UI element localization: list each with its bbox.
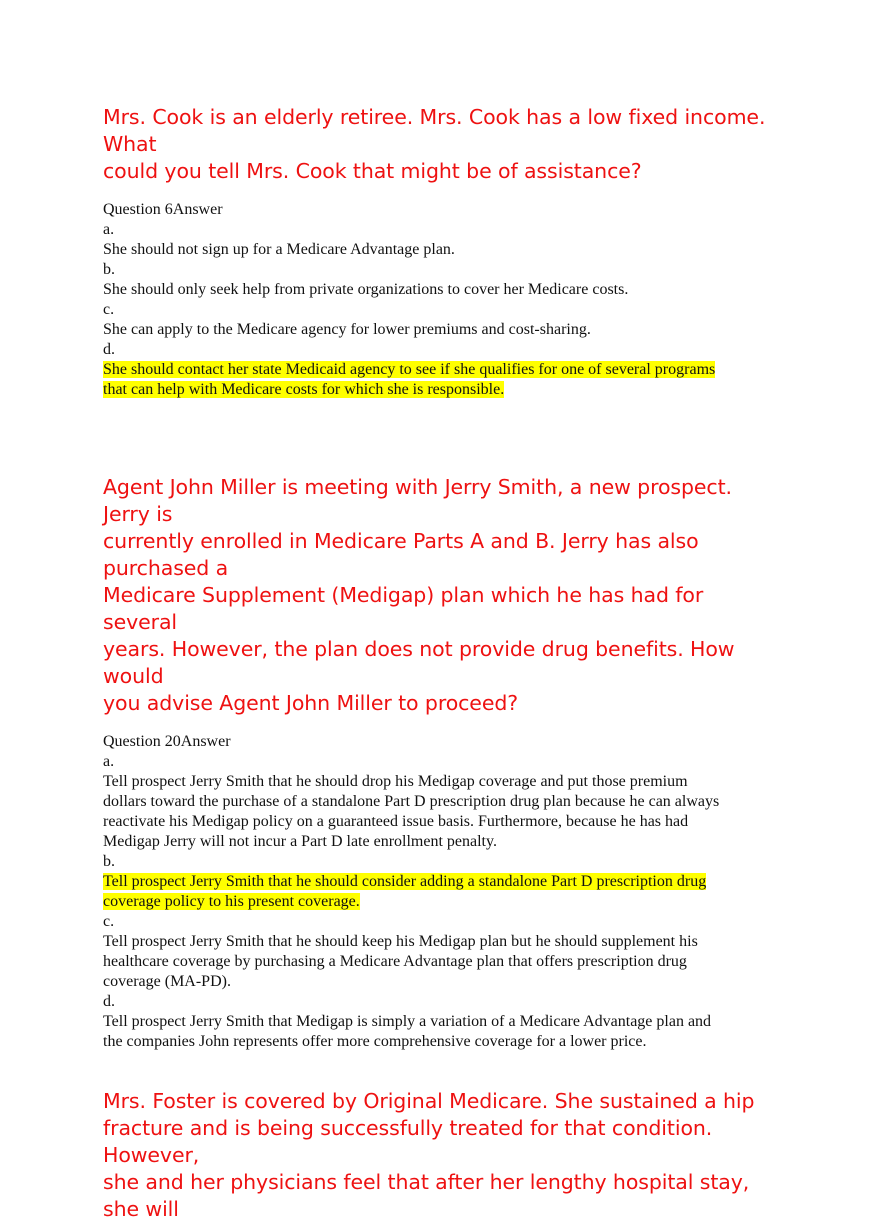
option-letter: a.: [103, 221, 115, 238]
option-text: Tell prospect Jerry Smith that he should keep his Medigap plan but he should supplement his healthcare coverage by purchasing a Medicare Advantage plan that offers prescription drug coverage (MA-PD).: [103, 933, 698, 990]
option-letter: c.: [103, 301, 115, 318]
option-text-highlighted: [103, 872, 783, 912]
question-6-block: [103, 200, 783, 400]
question-6-heading: Mrs. Cook is an elderly retiree. Mrs. Cook has a low fixed income. What could you tell Mrs. Cook that might be of assistance?: [103, 105, 766, 183]
question-20-heading: Agent John Miller is meeting with Jerry Smith, a new prospect. Jerry is currently enrolled in Medicare Parts A and B. Jerry has also purchased a Medicare Supplement (Medigap) plan which he has had for several years. However, the plan does not provide drug benefits. How would you advise Agent John Miller to proceed?: [103, 475, 735, 715]
option-text: She can apply to the Medicare agency for lower premiums and cost-sharing.: [103, 321, 591, 338]
question-next-heading: Mrs. Foster is covered by Original Medicare. She sustained a hip fracture and is being successfully treated for that condition. However, she and her physicians feel that after her lengthy hospital stay, she will: [103, 1089, 755, 1221]
option-text: Tell prospect Jerry Smith that he should drop his Medigap coverage and put those premium dollars toward the purchase of a standalone Part D prescription drug plan because he can always reactivate his Medigap policy on a guaranteed issue basis. Furthermore, because he has had Medigap Jerry will not incur a Part D late enrollment penalty.: [103, 773, 720, 850]
highlight-line: She should contact her state Medicaid agency to see if she qualifies for one of several programs: [103, 361, 716, 378]
option-letter: d.: [103, 993, 115, 1010]
document-content: [103, 104, 783, 1223]
option-letter: a.: [103, 753, 115, 770]
option-text: She should only seek help from private organizations to cover her Medicare costs.: [103, 281, 629, 298]
question-20-label: Question 20Answer: [103, 733, 231, 750]
spacer: [103, 400, 783, 474]
highlight-line: that can help with Medicare costs for which she is responsible.: [103, 381, 505, 398]
option-letter: d.: [103, 341, 115, 358]
highlight-line: Tell prospect Jerry Smith that he should consider adding a standalone Part D prescription drug: [103, 873, 707, 890]
highlight-line: coverage policy to his present coverage.: [103, 893, 360, 910]
option-letter: b.: [103, 853, 115, 870]
option-text-highlighted: [103, 360, 783, 400]
spacer: [103, 1052, 783, 1088]
option-text: She should not sign up for a Medicare Advantage plan.: [103, 241, 455, 258]
question-6-label: Question 6Answer: [103, 201, 223, 218]
option-letter: b.: [103, 261, 115, 278]
option-letter: c.: [103, 913, 115, 930]
option-text: Tell prospect Jerry Smith that Medigap is simply a variation of a Medicare Advantage plan and the companies John represents offer more comprehensive coverage for a lower price.: [103, 1013, 712, 1050]
question-20-block: [103, 732, 783, 1052]
